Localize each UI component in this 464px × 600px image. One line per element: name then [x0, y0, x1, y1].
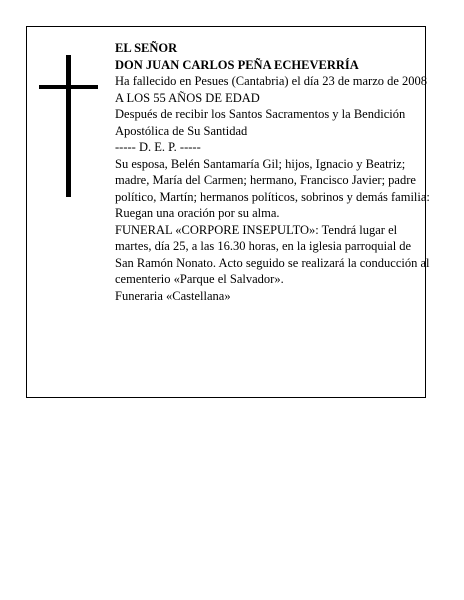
- family-list: Su esposa, Belén Santamaría Gil; hijos, Ignacio y Beatriz; madre, María del Carmen; hermano, Francisco Javier; padre político, Martín; hermanos políticos, sobrinos y demás familia:: [115, 156, 430, 204]
- cross-horizontal-bar: [39, 85, 98, 89]
- funeral-details: FUNERAL «CORPORE INSEPULTO»: Tendrá lugar el martes, día 25, a las 16.30 horas, en la iglesia parroquial de San Ramón Nonato. Acto seguido se realizará la conducción al cementerio «Parque el Salvador».: [115, 222, 430, 286]
- cross-vertical-bar: [66, 55, 71, 197]
- notice-text: [115, 40, 431, 304]
- rip-line: ----- D. E. P. -----: [115, 140, 201, 154]
- age-line: A LOS 55 AÑOS DE EDAD: [115, 90, 260, 105]
- sacraments-line: Después de recibir los Santos Sacramentos y la Bendición Apostólica de Su Santidad: [115, 107, 406, 138]
- deceased-name: DON JUAN CARLOS PEÑA ECHEVERRÍA: [115, 57, 359, 72]
- prayer-request: Ruegan una oración por su alma.: [115, 206, 280, 220]
- deceased-title: EL SEÑOR: [115, 41, 178, 55]
- death-info: Ha fallecido en Pesues (Cantabria) el día 23 de marzo de 2008: [115, 74, 428, 88]
- obituary-notice: [26, 26, 430, 398]
- funeral-home: Funeraria «Castellana»: [115, 288, 231, 303]
